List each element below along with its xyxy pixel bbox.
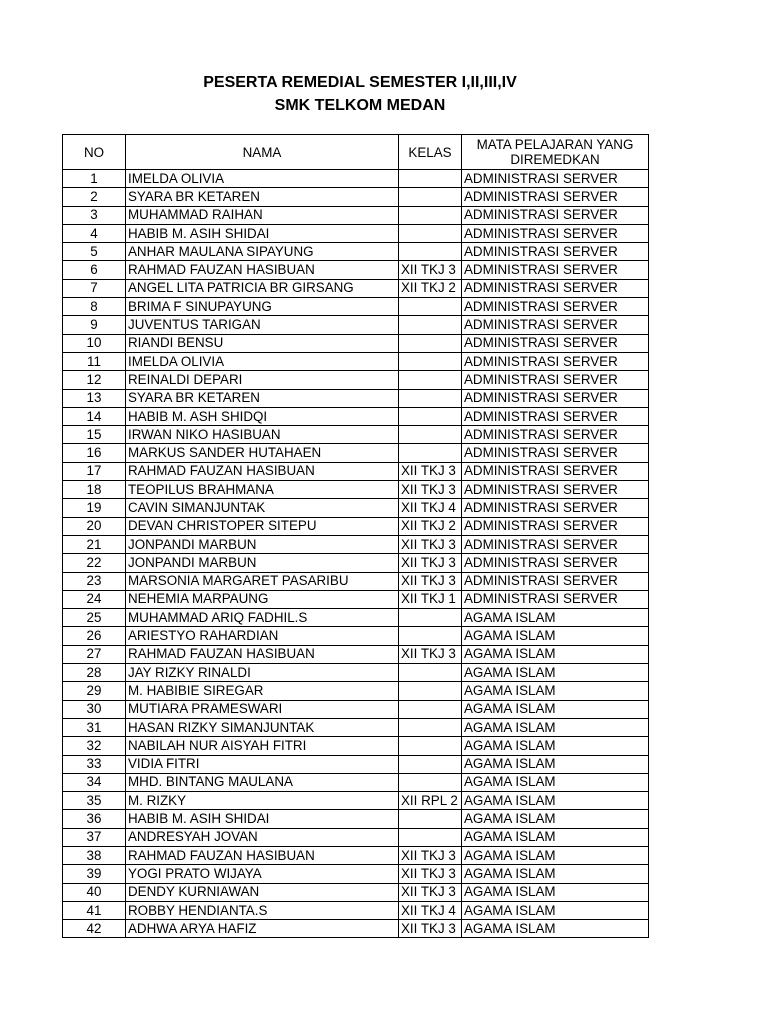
- table-row: [63, 627, 649, 645]
- cell-subject: ADMINISTRASI SERVER: [462, 206, 649, 224]
- cell-name: ARIESTYO RAHARDIAN: [126, 627, 399, 645]
- cell-name: RAHMAD FAUZAN HASIBUAN: [126, 261, 399, 279]
- cell-subject: AGAMA ISLAM: [462, 901, 649, 919]
- cell-no: 41: [63, 901, 126, 919]
- cell-subject: AGAMA ISLAM: [462, 755, 649, 773]
- cell-no: 26: [63, 627, 126, 645]
- table-row: [63, 700, 649, 718]
- remedial-participants-table: [62, 134, 649, 938]
- table-row: [63, 572, 649, 590]
- cell-no: 4: [63, 224, 126, 242]
- cell-name: HASAN RIZKY SIMANJUNTAK: [126, 718, 399, 736]
- table-row: [63, 792, 649, 810]
- cell-class: [399, 609, 462, 627]
- cell-subject: ADMINISTRASI SERVER: [462, 371, 649, 389]
- cell-subject: ADMINISTRASI SERVER: [462, 517, 649, 535]
- cell-class: XII TKJ 3: [399, 846, 462, 864]
- cell-name: REINALDI DEPARI: [126, 371, 399, 389]
- table-row: [63, 481, 649, 499]
- cell-class: [399, 371, 462, 389]
- cell-subject: AGAMA ISLAM: [462, 718, 649, 736]
- cell-subject: AGAMA ISLAM: [462, 664, 649, 682]
- cell-subject: ADMINISTRASI SERVER: [462, 554, 649, 572]
- cell-no: 13: [63, 389, 126, 407]
- table-row: [63, 810, 649, 828]
- cell-subject: AGAMA ISLAM: [462, 682, 649, 700]
- table-row: [63, 590, 649, 608]
- cell-subject: ADMINISTRASI SERVER: [462, 499, 649, 517]
- cell-subject: AGAMA ISLAM: [462, 737, 649, 755]
- cell-subject: ADMINISTRASI SERVER: [462, 481, 649, 499]
- cell-no: 25: [63, 609, 126, 627]
- cell-class: XII TKJ 2: [399, 517, 462, 535]
- cell-name: ANGEL LITA PATRICIA BR GIRSANG: [126, 279, 399, 297]
- cell-name: RAHMAD FAUZAN HASIBUAN: [126, 462, 399, 480]
- cell-subject: ADMINISTRASI SERVER: [462, 407, 649, 425]
- cell-subject: ADMINISTRASI SERVER: [462, 298, 649, 316]
- table-row: [63, 664, 649, 682]
- table-row: [63, 316, 649, 334]
- cell-subject: AGAMA ISLAM: [462, 773, 649, 791]
- cell-subject: ADMINISTRASI SERVER: [462, 224, 649, 242]
- cell-no: 34: [63, 773, 126, 791]
- cell-class: XII TKJ 3: [399, 462, 462, 480]
- cell-name: TEOPILUS BRAHMANA: [126, 481, 399, 499]
- cell-no: 15: [63, 426, 126, 444]
- cell-no: 39: [63, 865, 126, 883]
- cell-subject: ADMINISTRASI SERVER: [462, 279, 649, 297]
- cell-name: M. HABIBIE SIREGAR: [126, 682, 399, 700]
- cell-class: XII TKJ 3: [399, 920, 462, 938]
- cell-class: [399, 206, 462, 224]
- cell-no: 33: [63, 755, 126, 773]
- cell-name: JAY RIZKY RINALDI: [126, 664, 399, 682]
- table-row: [63, 554, 649, 572]
- cell-class: XII TKJ 3: [399, 535, 462, 553]
- table-row: [63, 371, 649, 389]
- table-row: [63, 865, 649, 883]
- table-row: [63, 444, 649, 462]
- table-row: [63, 920, 649, 938]
- cell-subject: ADMINISTRASI SERVER: [462, 572, 649, 590]
- cell-name: ADHWA ARYA HAFIZ: [126, 920, 399, 938]
- cell-name: YOGI PRATO WIJAYA: [126, 865, 399, 883]
- cell-no: 38: [63, 846, 126, 864]
- cell-subject: ADMINISTRASI SERVER: [462, 188, 649, 206]
- table-row: [63, 389, 649, 407]
- cell-no: 42: [63, 920, 126, 938]
- table-row: [63, 499, 649, 517]
- cell-subject: ADMINISTRASI SERVER: [462, 590, 649, 608]
- cell-name: SYARA BR KETAREN: [126, 389, 399, 407]
- cell-name: RAHMAD FAUZAN HASIBUAN: [126, 846, 399, 864]
- cell-name: HABIB M. ASIH SHIDAI: [126, 810, 399, 828]
- cell-class: [399, 682, 462, 700]
- cell-class: XII TKJ 3: [399, 883, 462, 901]
- cell-name: ANHAR MAULANA SIPAYUNG: [126, 243, 399, 261]
- table-row: [63, 352, 649, 370]
- cell-class: XII TKJ 3: [399, 572, 462, 590]
- cell-class: [399, 334, 462, 352]
- cell-no: 11: [63, 352, 126, 370]
- table-header-row: [63, 135, 649, 170]
- cell-name: NABILAH NUR AISYAH FITRI: [126, 737, 399, 755]
- cell-subject: AGAMA ISLAM: [462, 700, 649, 718]
- cell-subject: ADMINISTRASI SERVER: [462, 462, 649, 480]
- cell-class: [399, 755, 462, 773]
- cell-class: [399, 170, 462, 188]
- cell-subject: ADMINISTRASI SERVER: [462, 261, 649, 279]
- cell-name: JUVENTUS TARIGAN: [126, 316, 399, 334]
- cell-no: 12: [63, 371, 126, 389]
- cell-class: [399, 810, 462, 828]
- cell-subject: ADMINISTRASI SERVER: [462, 352, 649, 370]
- table-row: [63, 828, 649, 846]
- cell-subject: ADMINISTRASI SERVER: [462, 334, 649, 352]
- cell-subject: AGAMA ISLAM: [462, 828, 649, 846]
- cell-subject: AGAMA ISLAM: [462, 645, 649, 663]
- cell-class: [399, 316, 462, 334]
- cell-class: XII RPL 2: [399, 792, 462, 810]
- cell-class: XII TKJ 2: [399, 279, 462, 297]
- cell-name: MUHAMMAD RAIHAN: [126, 206, 399, 224]
- cell-class: [399, 700, 462, 718]
- cell-no: 35: [63, 792, 126, 810]
- cell-class: [399, 664, 462, 682]
- cell-class: [399, 389, 462, 407]
- cell-no: 5: [63, 243, 126, 261]
- header-no: NO: [63, 135, 126, 170]
- table-row: [63, 170, 649, 188]
- cell-no: 30: [63, 700, 126, 718]
- cell-name: HABIB M. ASH SHIDQI: [126, 407, 399, 425]
- table-row: [63, 737, 649, 755]
- cell-class: [399, 828, 462, 846]
- table-row: [63, 261, 649, 279]
- cell-name: VIDIA FITRI: [126, 755, 399, 773]
- cell-name: HABIB M. ASIH SHIDAI: [126, 224, 399, 242]
- cell-no: 23: [63, 572, 126, 590]
- cell-name: RIANDI BENSU: [126, 334, 399, 352]
- cell-no: 28: [63, 664, 126, 682]
- cell-no: 36: [63, 810, 126, 828]
- cell-name: MARSONIA MARGARET PASARIBU: [126, 572, 399, 590]
- header-name: NAMA: [126, 135, 399, 170]
- cell-no: 31: [63, 718, 126, 736]
- cell-no: 1: [63, 170, 126, 188]
- cell-subject: ADMINISTRASI SERVER: [462, 389, 649, 407]
- cell-subject: AGAMA ISLAM: [462, 810, 649, 828]
- cell-class: [399, 718, 462, 736]
- cell-class: XII TKJ 3: [399, 554, 462, 572]
- cell-name: JONPANDI MARBUN: [126, 535, 399, 553]
- cell-subject: ADMINISTRASI SERVER: [462, 426, 649, 444]
- cell-subject: ADMINISTRASI SERVER: [462, 316, 649, 334]
- table-row: [63, 846, 649, 864]
- cell-class: [399, 352, 462, 370]
- document-title: PESERTA REMEDIAL SEMESTER I,II,III,IV: [203, 74, 517, 91]
- table-row: [63, 407, 649, 425]
- cell-name: SYARA BR KETAREN: [126, 188, 399, 206]
- cell-name: DENDY KURNIAWAN: [126, 883, 399, 901]
- cell-subject: ADMINISTRASI SERVER: [462, 444, 649, 462]
- table-row: [63, 243, 649, 261]
- cell-no: 9: [63, 316, 126, 334]
- table-body: [63, 170, 649, 938]
- cell-no: 2: [63, 188, 126, 206]
- cell-no: 19: [63, 499, 126, 517]
- cell-no: 27: [63, 645, 126, 663]
- cell-name: CAVIN SIMANJUNTAK: [126, 499, 399, 517]
- cell-name: IRWAN NIKO HASIBUAN: [126, 426, 399, 444]
- cell-no: 18: [63, 481, 126, 499]
- school-name: SMK TELKOM MEDAN: [274, 97, 446, 114]
- table-row: [63, 682, 649, 700]
- table-row: [63, 883, 649, 901]
- header-class: KELAS: [399, 135, 462, 170]
- cell-class: XII TKJ 4: [399, 499, 462, 517]
- cell-no: 6: [63, 261, 126, 279]
- cell-name: ANDRESYAH JOVAN: [126, 828, 399, 846]
- cell-class: [399, 407, 462, 425]
- cell-no: 3: [63, 206, 126, 224]
- cell-name: M. RIZKY: [126, 792, 399, 810]
- cell-no: 24: [63, 590, 126, 608]
- cell-name: IMELDA OLIVIA: [126, 170, 399, 188]
- table-row: [63, 645, 649, 663]
- table-row: [63, 224, 649, 242]
- table-row: [63, 755, 649, 773]
- cell-no: 17: [63, 462, 126, 480]
- cell-subject: AGAMA ISLAM: [462, 627, 649, 645]
- cell-no: 22: [63, 554, 126, 572]
- header-subject: MATA PELAJARAN YANG DIREMEDKAN: [462, 135, 649, 170]
- cell-no: 40: [63, 883, 126, 901]
- cell-no: 10: [63, 334, 126, 352]
- cell-class: XII TKJ 3: [399, 865, 462, 883]
- cell-no: 7: [63, 279, 126, 297]
- cell-class: [399, 188, 462, 206]
- cell-class: [399, 224, 462, 242]
- cell-subject: AGAMA ISLAM: [462, 865, 649, 883]
- table-row: [63, 462, 649, 480]
- cell-subject: AGAMA ISLAM: [462, 792, 649, 810]
- cell-class: [399, 426, 462, 444]
- table-row: [63, 298, 649, 316]
- cell-name: IMELDA OLIVIA: [126, 352, 399, 370]
- cell-name: MUHAMMAD ARIQ FADHIL.S: [126, 609, 399, 627]
- cell-subject: AGAMA ISLAM: [462, 883, 649, 901]
- table-row: [63, 206, 649, 224]
- cell-subject: AGAMA ISLAM: [462, 609, 649, 627]
- cell-no: 21: [63, 535, 126, 553]
- cell-no: 29: [63, 682, 126, 700]
- cell-name: ROBBY HENDIANTA.S: [126, 901, 399, 919]
- cell-class: XII TKJ 3: [399, 261, 462, 279]
- cell-class: [399, 773, 462, 791]
- cell-subject: ADMINISTRASI SERVER: [462, 170, 649, 188]
- cell-class: XII TKJ 3: [399, 481, 462, 499]
- cell-no: 20: [63, 517, 126, 535]
- cell-class: [399, 444, 462, 462]
- cell-class: XII TKJ 3: [399, 645, 462, 663]
- cell-no: 14: [63, 407, 126, 425]
- cell-class: [399, 737, 462, 755]
- table-row: [63, 334, 649, 352]
- table-row: [63, 609, 649, 627]
- cell-subject: ADMINISTRASI SERVER: [462, 243, 649, 261]
- table-row: [63, 188, 649, 206]
- cell-subject: AGAMA ISLAM: [462, 920, 649, 938]
- cell-no: 8: [63, 298, 126, 316]
- table-row: [63, 279, 649, 297]
- cell-no: 37: [63, 828, 126, 846]
- table-row: [63, 901, 649, 919]
- cell-class: XII TKJ 4: [399, 901, 462, 919]
- cell-subject: AGAMA ISLAM: [462, 846, 649, 864]
- table-row: [63, 535, 649, 553]
- table-row: [63, 773, 649, 791]
- table-row: [63, 426, 649, 444]
- cell-no: 32: [63, 737, 126, 755]
- table-row: [63, 517, 649, 535]
- cell-name: RAHMAD FAUZAN HASIBUAN: [126, 645, 399, 663]
- cell-class: [399, 627, 462, 645]
- cell-name: MUTIARA PRAMESWARI: [126, 700, 399, 718]
- cell-class: [399, 243, 462, 261]
- cell-subject: ADMINISTRASI SERVER: [462, 535, 649, 553]
- table-row: [63, 718, 649, 736]
- cell-name: BRIMA F SINUPAYUNG: [126, 298, 399, 316]
- cell-name: NEHEMIA MARPAUNG: [126, 590, 399, 608]
- cell-name: JONPANDI MARBUN: [126, 554, 399, 572]
- cell-class: [399, 298, 462, 316]
- cell-name: MARKUS SANDER HUTAHAEN: [126, 444, 399, 462]
- cell-name: MHD. BINTANG MAULANA: [126, 773, 399, 791]
- cell-class: XII TKJ 1: [399, 590, 462, 608]
- cell-no: 16: [63, 444, 126, 462]
- cell-name: DEVAN CHRISTOPER SITEPU: [126, 517, 399, 535]
